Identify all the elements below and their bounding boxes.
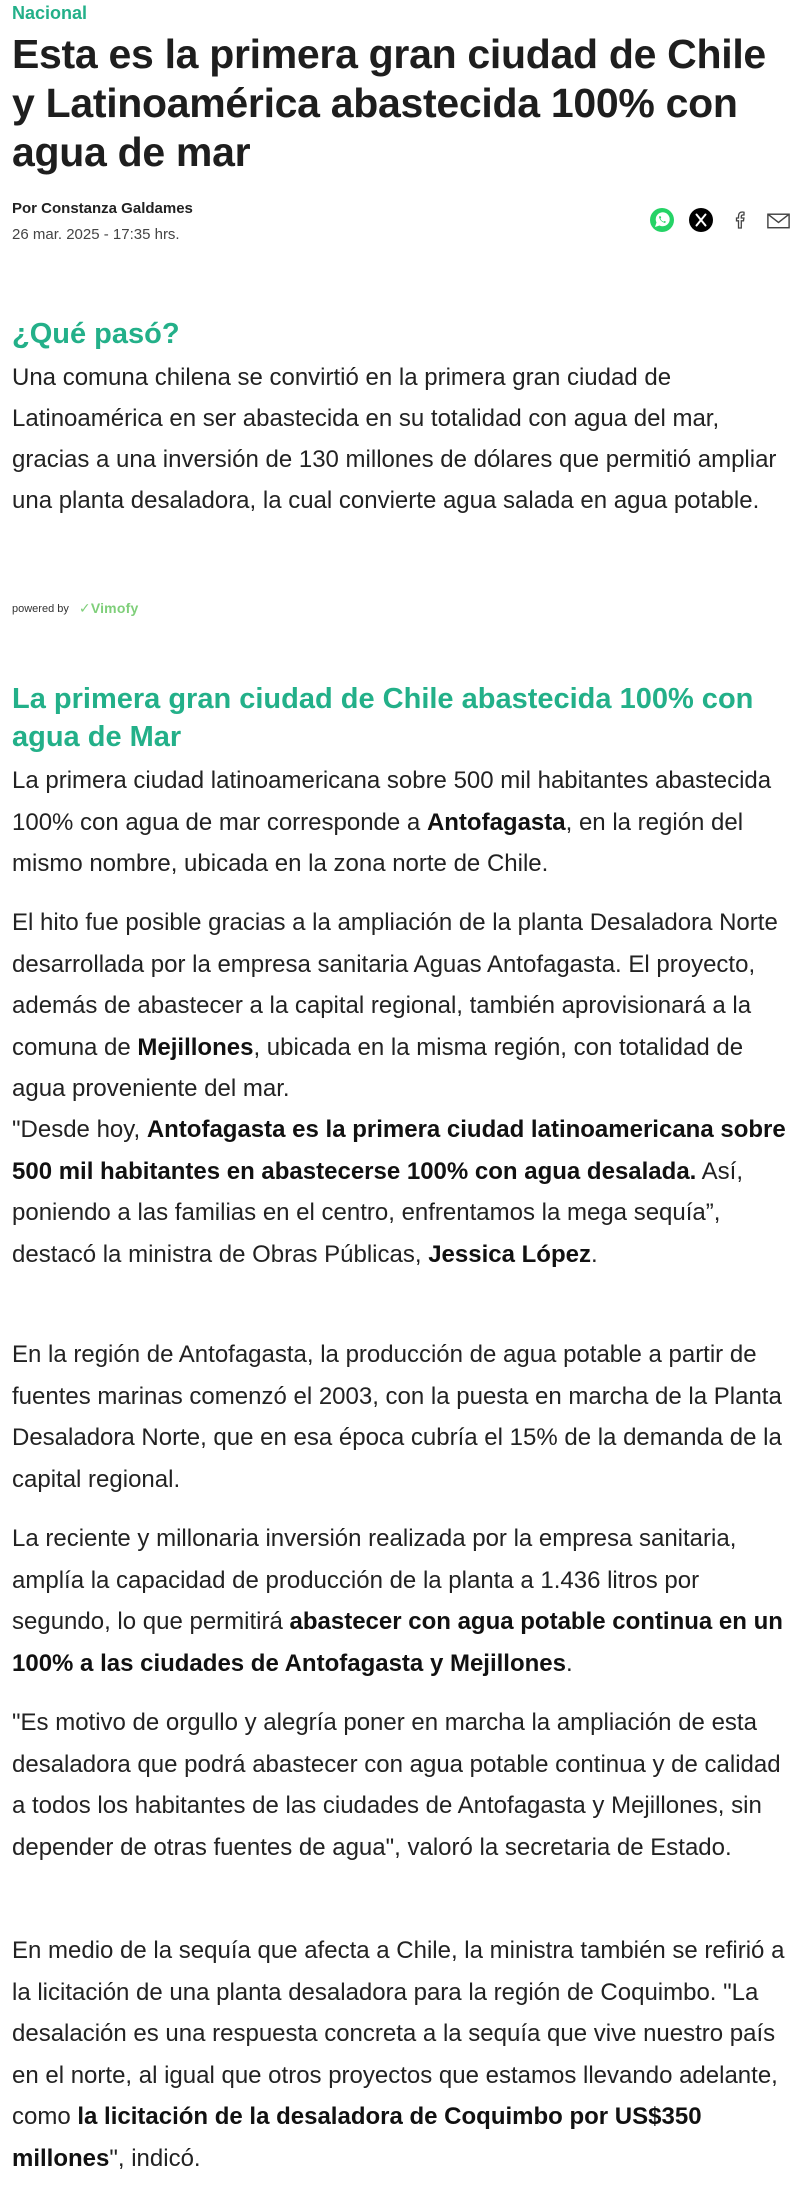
p3-text-a: "Desde hoy, [12, 1116, 147, 1143]
vimofy-logo-text: Vimofy [90, 600, 139, 616]
p1-text-c: , en la región del mismo nombre, ubicada en la zona norte de Chile. [12, 808, 744, 877]
p7-text-a: En medio de la sequía que afecta a Chile, la ministra también se refirió a la licitación de una planta desaladora para la región de Coquimbo. "La desalación es una respuesta concreta a la sequía que vive nuestro país en el norte, al igual que otros proyectos que estamos llevando adelante, como [12, 1937, 785, 2130]
powered-by-label: powered by [12, 602, 69, 615]
author-byline: Por Constanza Galdames [12, 200, 193, 217]
whatsapp-share-button[interactable] [648, 206, 675, 233]
p3-bold-quote: Antofagasta es la primera ciudad latinoamericana sobre 500 mil habitantes en abastecerse 100% con agua desalada. [12, 1116, 786, 1185]
share-bar [648, 206, 792, 233]
p1-text-a: La primera ciudad latinoamericana sobre 500 mil habitantes abastecida 100% con agua de mar corresponde a [12, 767, 772, 836]
publish-date: 26 mar. 2025 - 17:35 hrs. [12, 226, 180, 243]
x-icon [688, 207, 714, 233]
summary-heading: ¿Qué pasó? [12, 318, 180, 350]
p3-text-e: . [590, 1240, 598, 1268]
p3-bold-minister: Jessica López [428, 1240, 591, 1268]
p2-text-c: , ubicada en la misma región, con totalidad de agua proveniente del mar. [12, 1033, 744, 1102]
paragraph-5 [12, 1518, 788, 1684]
facebook-share-button[interactable] [726, 206, 753, 233]
paragraph-1 [12, 760, 788, 885]
body-heading: La primera gran ciudad de Chile abastecida 100% con agua de Mar [12, 683, 754, 753]
p5-text-c: . [565, 1649, 573, 1677]
x-share-button[interactable] [687, 206, 714, 233]
paragraph-7 [12, 1930, 788, 2179]
email-icon [765, 207, 792, 233]
summary-text: Una comuna chilena se convirtió en la primera gran ciudad de Latinoamérica en ser abastecida en su totalidad con agua del mar, gracias a una inversión de 130 millones de dólares que permitió ampliar una planta desaladora, la cual convierte agua salada en agua potable. [12, 364, 777, 514]
paragraph-4: En la región de Antofagasta, la producción de agua potable a partir de fuentes marinas comenzó el 2003, con la puesta en marcha de la Planta Desaladora Norte, que en esa época cubría el 15% de la demanda de la capital regional. [12, 1341, 782, 1493]
p5-text-a: La reciente y millonaria inversión realizada por la empresa sanitaria, amplía la capacidad de producción de la planta a 1.436 litros por segundo, lo que permitirá [12, 1525, 737, 1635]
p2-bold-mejillones: Mejillones [137, 1033, 254, 1061]
paragraph-3 [12, 1109, 788, 1275]
p7-bold-tender: la licitación de la desaladora de Coquimbo por US$350 millones [12, 2103, 702, 2172]
p7-text-c: ", indicó. [109, 2144, 201, 2172]
vimofy-logo [79, 600, 139, 617]
p1-bold-antofagasta: Antofagasta [426, 808, 566, 836]
section-label[interactable]: Nacional [12, 3, 88, 23]
paragraph-6: "Es motivo de orgullo y alegría poner en marcha la ampliación de esta desaladora que podrá abastecer con agua potable continua y de calidad a todos los habitantes de las ciudades de Antofagasta y Mejillones, sin depender de otras fuentes de agua", valoró la secretaria de Estado. [12, 1709, 781, 1861]
whatsapp-icon [649, 207, 675, 233]
vimofy-check-icon: ✓ [78, 600, 91, 616]
article-title: Esta es la primera gran ciudad de Chile y Latinoamérica abastecida 100% con agua de mar [12, 31, 766, 175]
email-share-button[interactable] [765, 206, 792, 233]
p3-text-c: Así, poniendo a las familias en el centro, enfrentamos la mega sequía”, destacó la ministra de Obras Públicas, [12, 1157, 744, 1268]
paragraph-2 [12, 902, 788, 1110]
facebook-icon [727, 207, 753, 233]
powered-by[interactable] [12, 600, 138, 617]
p2-text-a: El hito fue posible gracias a la ampliación de la planta Desaladora Norte desarrollada por la empresa sanitaria Aguas Antofagasta. El proyecto, además de abastecer a la capital regional, también aprovisionará a la comuna de [12, 909, 778, 1061]
p5-bold-supply: abastecer con agua potable continua en un 100% a las ciudades de Antofagasta y Mejillones [12, 1608, 783, 1677]
